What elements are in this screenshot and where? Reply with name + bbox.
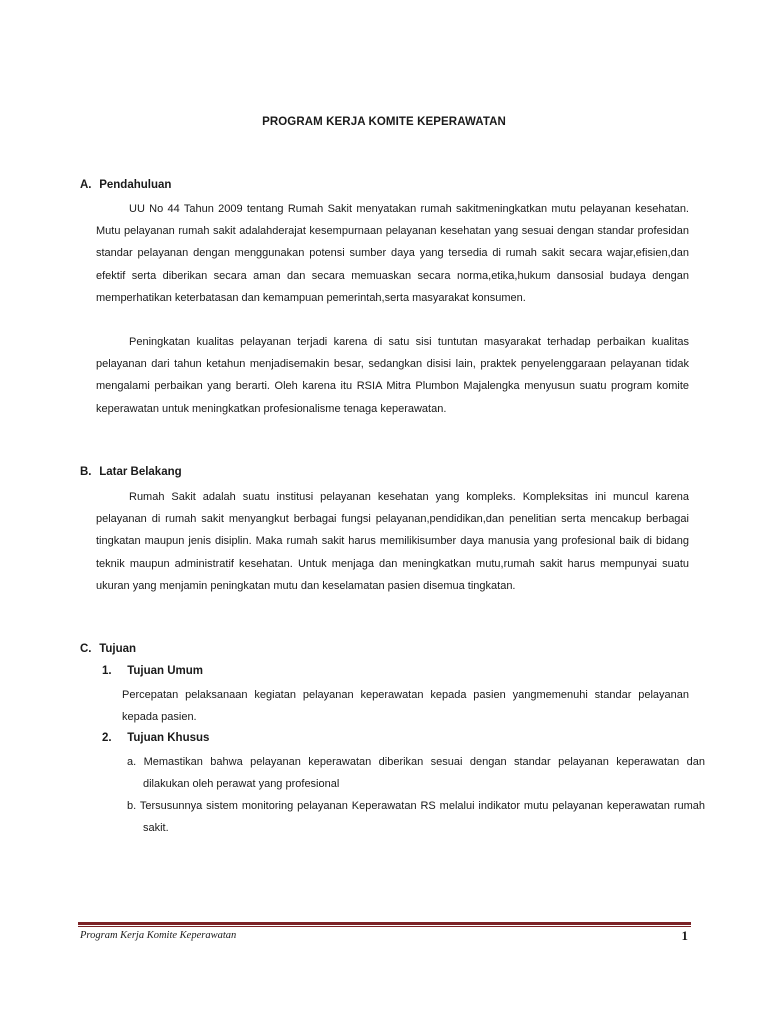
section-a-heading <box>80 179 171 191</box>
section-a-paragraph-2: Peningkatan kualitas pelayanan terjadi karena di satu sisi tuntutan masyarakat terhadap perbaikan kualitas pelayanan dari tahun ketahun menjadisemakin besar, sedangkan disisi lain, praktek penyelenggaraan pelayanan tidak mengalami perbaikan yang berarti. Oleh karena itu RSIA Mitra Plumbon Majalengka menyusun suatu program komite keperawatan untuk meningkatkan profesionalisme tenaga keperawatan. <box>96 336 689 415</box>
section-b-paragraph-1: Rumah Sakit adalah suatu institusi pelayanan kesehatan yang kompleks. Kompleksitas ini muncul karena pelayanan di rumah sakit menyangkut berbagai fungsi pelayanan,pendidikan,dan penelitian serta mencakup berbagai tingkatan maupun jenis disiplin. Maka rumah sakit harus memilikisumber daya manusia yang profesional baik di bidang teknik maupun administratif kesehatan. Untuk menjaga dan meningkatkan mutu,rumah sakit harus mempunyai suatu ukuran yang menjamin peningkatan mutu dan keselamatan pasien disemua tingkatan. <box>96 491 689 592</box>
section-c-title: Tujuan <box>99 643 137 655</box>
tujuan-umum-title: Tujuan Umum <box>127 665 204 677</box>
section-b-label: B. <box>80 466 92 478</box>
section-b-title: Latar Belakang <box>99 466 182 478</box>
section-c-label: C. <box>80 643 92 655</box>
section-a-label: A. <box>80 179 92 191</box>
tujuan-umum-number: 1. <box>102 665 112 677</box>
page-number: 1 <box>681 928 688 943</box>
footer-title: Program Kerja Komite Keperawatan <box>80 930 237 941</box>
tujuan-khusus-heading <box>102 732 209 744</box>
tujuan-khusus-title: Tujuan Khusus <box>127 732 210 744</box>
footer-rule-thick <box>78 922 691 925</box>
tujuan-khusus-number: 2. <box>102 732 112 744</box>
tujuan-khusus-point-b: b. Tersusunnya sistem monitoring pelayanan Keperawatan RS melalui indikator mutu pelayanan keperawatan rumah sakit. <box>127 800 705 835</box>
section-b-heading <box>80 466 182 478</box>
section-a-title: Pendahuluan <box>99 179 172 191</box>
tujuan-umum-text: Percepatan pelaksanaan kegiatan pelayanan keperawatan kepada pasien yangmemenuhi standar pelayanan kepada pasien. <box>122 689 689 724</box>
section-a-paragraph-1: UU No 44 Tahun 2009 tentang Rumah Sakit menyatakan rumah sakitmeningkatkan mutu pelayanan kesehatan. Mutu pelayanan rumah sakit adalahderajat kesempurnaan pelayanan kesehatan yang sesuai dengan standar profesidan standar pelayanan dengan menggunakan potensi sumber daya yang tersedia di rumah sakit secara wajar,efisien,dan efektif serta diberikan secara aman dan secara memuaskan secara norma,etika,hukum dansosial budaya dengan memperhatikan keterbatasan dan kemampuan pemerintah,serta masyarakat konsumen. <box>96 203 689 304</box>
tujuan-umum-heading <box>102 665 203 677</box>
tujuan-khusus-point-a: a. Memastikan bahwa pelayanan keperawatan diberikan sesuai dengan standar pelayanan keperawatan dan dilakukan oleh perawat yang profesional <box>127 756 705 791</box>
section-c-heading <box>80 643 136 655</box>
document-title: PROGRAM KERJA KOMITE KEPERAWATAN <box>262 116 506 128</box>
footer-rule-thin <box>78 926 691 927</box>
